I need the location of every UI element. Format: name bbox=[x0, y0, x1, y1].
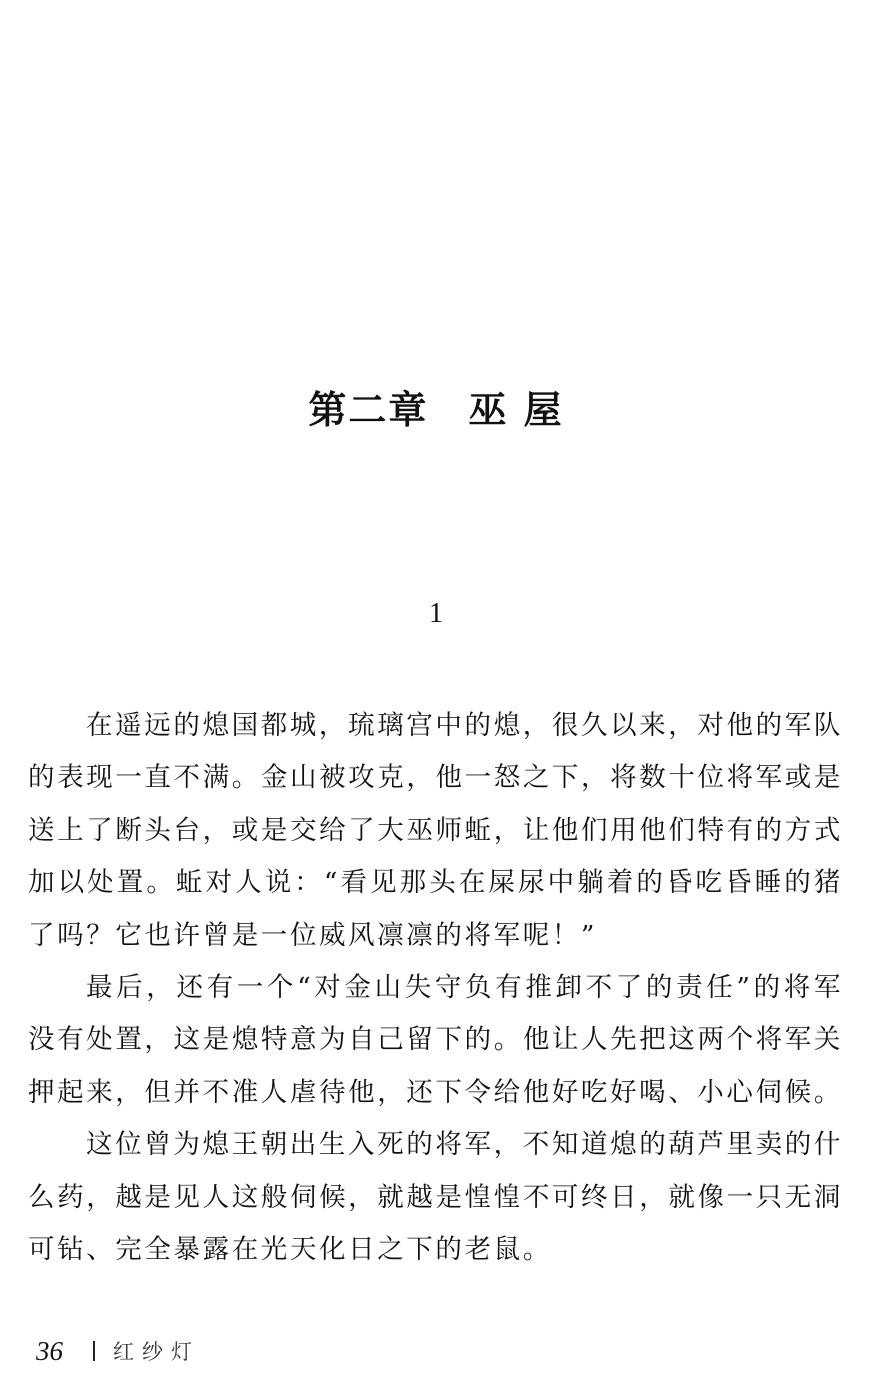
body-text bbox=[28, 700, 843, 1276]
paragraph: 最后，还有一个“对金山失守负有推卸不了的责任”的将军没有处置，这是熄特意为自己留下的。他让人先把这两个将军关押起来，但并不准人虐待他，还下令给他好吃好喝、小心伺候。 bbox=[28, 972, 843, 1108]
footer-divider bbox=[93, 1341, 95, 1361]
paragraph: 这位曾为熄王朝出生入死的将军，不知道熄的葫芦里卖的什么药，越是见人这般伺候，就越是惶惶不可终日，就像一只无洞可钻、完全暴露在光天化日之下的老鼠。 bbox=[28, 1129, 843, 1266]
running-title: 红纱灯 bbox=[113, 1340, 200, 1364]
chapter-title: 巫 屋 bbox=[468, 388, 564, 432]
chapter-heading bbox=[0, 386, 872, 434]
section-number: 1 bbox=[429, 598, 443, 629]
page-number: 36 bbox=[36, 1335, 63, 1366]
chapter-number-label: 第二章 bbox=[308, 388, 429, 432]
page-footer bbox=[36, 1331, 200, 1371]
paragraph: 在遥远的熄国都城，琉璃宫中的熄，很久以来，对他的军队的表现一直不满。金山被攻克，他一怒之下，将数十位将军或是送上了断头台，或是交给了大巫师蚯，让他们用他们特有的方式加以处置。蚯对人说：“看见那头在屎尿中躺着的昏吃昏睡的猪了吗？它也许曾是一位威风凛凛的将军呢！” bbox=[28, 710, 843, 951]
